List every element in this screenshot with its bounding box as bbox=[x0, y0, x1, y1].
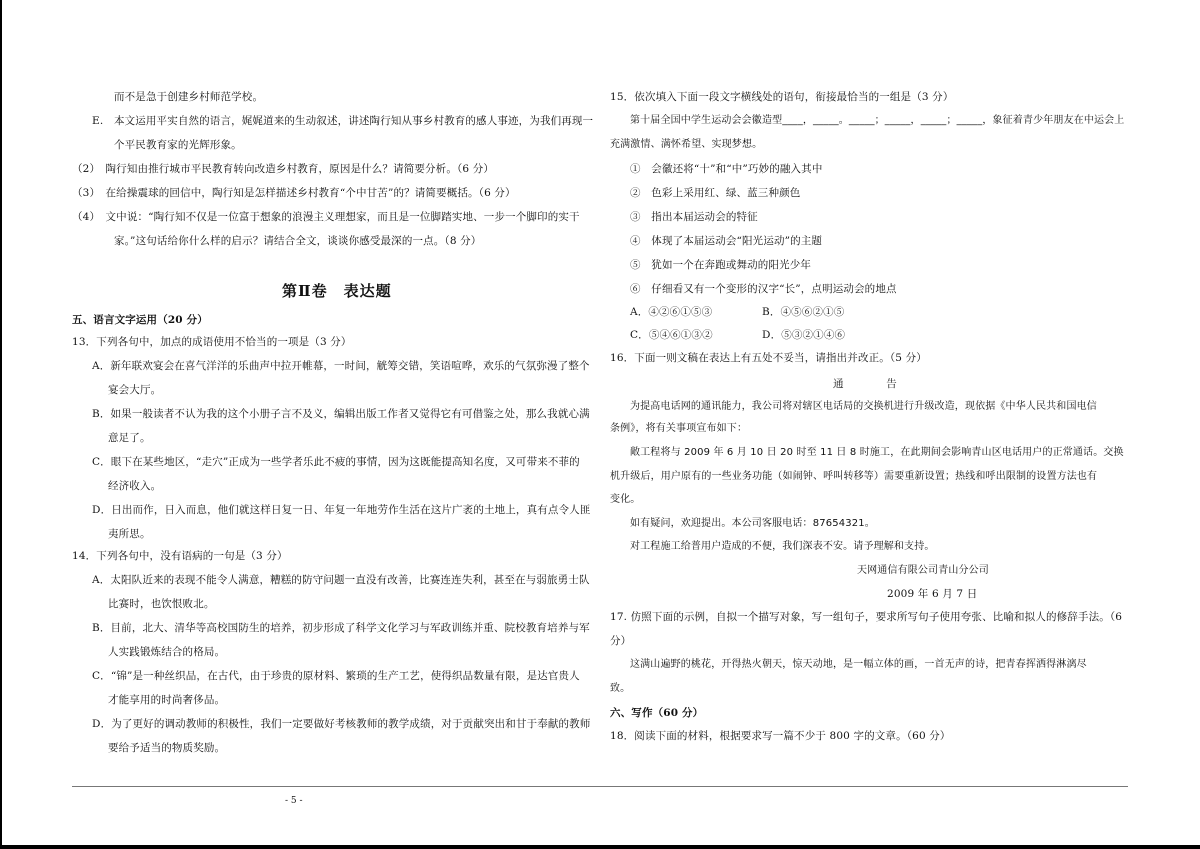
page-bottom-border bbox=[0, 845, 1200, 849]
notice-signature: 天网通信有限公司青山分公司 bbox=[857, 565, 989, 576]
footer-rule bbox=[72, 786, 1128, 787]
q13-option-d: D．日出而作，日入而息，他们就这样日复一日、年复一年地劳作生活在这片广袤的土地上，真有点令人匪 bbox=[92, 504, 591, 516]
q14-option-d-cont: 要给予适当的物质奖励。 bbox=[108, 742, 226, 754]
notice-line: 如有疑问，欢迎提出。本公司客服电话：87654321。 bbox=[630, 518, 875, 529]
notice-line: 条例》，将有关事项宣布如下： bbox=[610, 423, 748, 434]
q15-passage-cont: 充满激情、满怀希望、实现梦想。 bbox=[610, 139, 763, 150]
q13-option-b-cont: 意足了。 bbox=[108, 432, 151, 444]
notice-line: 机升级后，用户原有的一些业务功能（如闹钟、呼叫转移等）需要重新设置；热线和呼出限制的设置方法也有 bbox=[610, 471, 1098, 482]
text-line: 家。”这句话给你什么样的启示？请结合全文，谈谈你感受最深的一点。（8 分） bbox=[114, 235, 482, 247]
q13-option-d-cont: 夷所思。 bbox=[108, 528, 151, 540]
q13-option-c: C．眼下在某些地区，“走穴”正成为一些学者乐此不疲的事情，因为这既能提高知名度，又可带来不菲的 bbox=[92, 456, 580, 468]
question-17-stem: 17. 仿照下面的示例，自拟一个描写对象，写一组句子，要求所写句子使用夸张、比喻和拟人的修辞手法。（6 bbox=[610, 611, 1123, 623]
notice-line: 变化。 bbox=[610, 494, 641, 505]
q14-option-b-cont: 人实践锻炼结合的格局。 bbox=[108, 646, 226, 658]
page-left-border bbox=[0, 0, 2, 849]
q13-option-c-cont: 经济收入。 bbox=[108, 480, 162, 492]
q17-example: 这满山遍野的桃花，开得热火朝天，惊天动地，是一幅立体的画，一首无声的诗，把青春挥洒得淋漓尽 bbox=[630, 659, 1087, 670]
q15-item-6: ⑥ 仔细看又有一个变形的汉字“长”，点明运动会的地点 bbox=[630, 283, 897, 295]
q14-option-a: A．太阳队近来的表现不能令人满意，糟糕的防守问题一直没有改善，比赛连连失利，甚至在与弱旅勇士队 bbox=[92, 574, 590, 586]
q15-item-3: ③ 指出本届运动会的特征 bbox=[630, 211, 758, 223]
notice-line: 为提高电话网的通讯能力，我公司将对辖区电话局的交换机进行升级改造，现依据《中华人民共和国电信 bbox=[630, 401, 1097, 412]
question-14-stem: 14．下列各句中，没有语病的一句是（3 分） bbox=[72, 550, 288, 562]
q14-option-d: D．为了更好的调动教师的积极性，我们一定要做好考核教师的教学成绩，对于贡献突出和甘于奉献的教师 bbox=[92, 718, 591, 730]
notice-line: 敞工程将与 2009 年 6 月 10 日 20 时至 11 日 8 时施工，在此期间会影响青山区电话用户的正常通话。交换 bbox=[630, 447, 1124, 458]
q13-option-b: B．如果一般读者不认为我的这个小册子言不及义，编辑出版工作者又觉得它有可借鉴之处，那么我就心满 bbox=[92, 408, 590, 420]
section-5-heading: 五、语言文字运用（20 分） bbox=[72, 314, 208, 326]
q14-option-b: B．目前，北大、清华等高校国防生的培养，初步形成了科学文化学习与军政训练并重、院校教育培养与军 bbox=[92, 622, 590, 634]
q13-option-a-cont: 宴会大厅。 bbox=[108, 384, 162, 396]
notice-date: 2009 年 6 月 7 日 bbox=[887, 588, 978, 600]
text-line: 个平民教育家的光辉形象。 bbox=[114, 139, 242, 151]
q15-item-4: ④ 体现了本届运动会“阳光运动”的主题 bbox=[630, 235, 823, 247]
section-6-heading: 六、写作（60 分） bbox=[610, 707, 704, 719]
q14-option-a-cont: 比赛时，也饮恨败北。 bbox=[108, 598, 215, 610]
q15-item-5: ⑤ 犹如一个在奔跑或舞动的阳光少年 bbox=[630, 259, 812, 271]
question-17-stem-cont: 分） bbox=[610, 635, 632, 647]
question-15-stem: 15．依次填入下面一段文字横线处的语句，衔接最恰当的一组是（3 分） bbox=[610, 91, 954, 103]
option-e: E. 本文运用平实自然的语言，娓娓道来的生动叙述，讲述陶行知从事乡村教育的感人事迹，为我们再现一 bbox=[92, 115, 594, 127]
q14-option-c: C．“锦”是一种丝织品，在古代，由于珍贵的原材料、繁琐的生产工艺，使得织品数量有限，是达官贵人 bbox=[92, 670, 580, 682]
q15-option-b: B．④⑤⑥②①⑤ bbox=[762, 306, 845, 318]
question-18-stem: 18．阅读下面的材料，根据要求写一篇不少于 800 字的文章。（60 分） bbox=[610, 730, 951, 742]
notice-title: 通 告 bbox=[833, 378, 897, 390]
section-title: 第Ⅱ卷 表达题 bbox=[282, 282, 392, 300]
q17-example-cont: 致。 bbox=[610, 683, 631, 694]
q15-option-c: C．⑤④⑥①③② bbox=[630, 329, 713, 341]
q15-passage: 第十届全国中学生运动会会徽造型____，_____。_____；_____，_____；_____，象征着青少年朋友在中运会上 bbox=[630, 115, 1125, 126]
text-line: 而不是急于创建乡村师范学校。 bbox=[114, 91, 264, 103]
page-number: - 5 - bbox=[285, 796, 303, 806]
q15-option-a: A．④②⑥①⑤③ bbox=[630, 306, 713, 318]
question-16-stem: 16．下面一则文稿在表达上有五处不妥当，请指出并改正。（5 分） bbox=[610, 352, 927, 364]
question-13-stem: 13．下列各句中，加点的成语使用不恰当的一项是（3 分） bbox=[72, 336, 352, 348]
q14-option-c-cont: 才能享用的时尚奢侈品。 bbox=[108, 694, 226, 706]
question-4: （4） 文中说：“陶行知不仅是一位富于想象的浪漫主义理想家，而且是一位脚踏实地、一步一个脚印的实干 bbox=[72, 211, 580, 223]
q13-option-a: A．新年联欢宴会在喜气洋洋的乐曲声中拉开帷幕，一时间，觥筹交错，笑语喧哗，欢乐的气氛弥漫了整个 bbox=[92, 360, 590, 372]
q15-item-2: ② 色彩上采用红、绿、蓝三种颜色 bbox=[630, 187, 801, 199]
question-2: （2） 陶行知由推行城市平民教育转向改造乡村教育，原因是什么？请简要分析。（6 分） bbox=[72, 163, 494, 175]
q15-item-1: ① 会徽还将“十”和“中”巧妙的融入其中 bbox=[630, 163, 823, 175]
notice-line: 对工程施工给普用户造成的不便，我们深表不安。请予理解和支持。 bbox=[630, 541, 935, 552]
question-3: （3） 在给操震球的回信中，陶行知是怎样描述乡村教育“个中甘苦”的？请简要概括。（6 分） bbox=[72, 187, 516, 199]
q15-option-d: D．⑤③②①④⑥ bbox=[762, 329, 846, 341]
